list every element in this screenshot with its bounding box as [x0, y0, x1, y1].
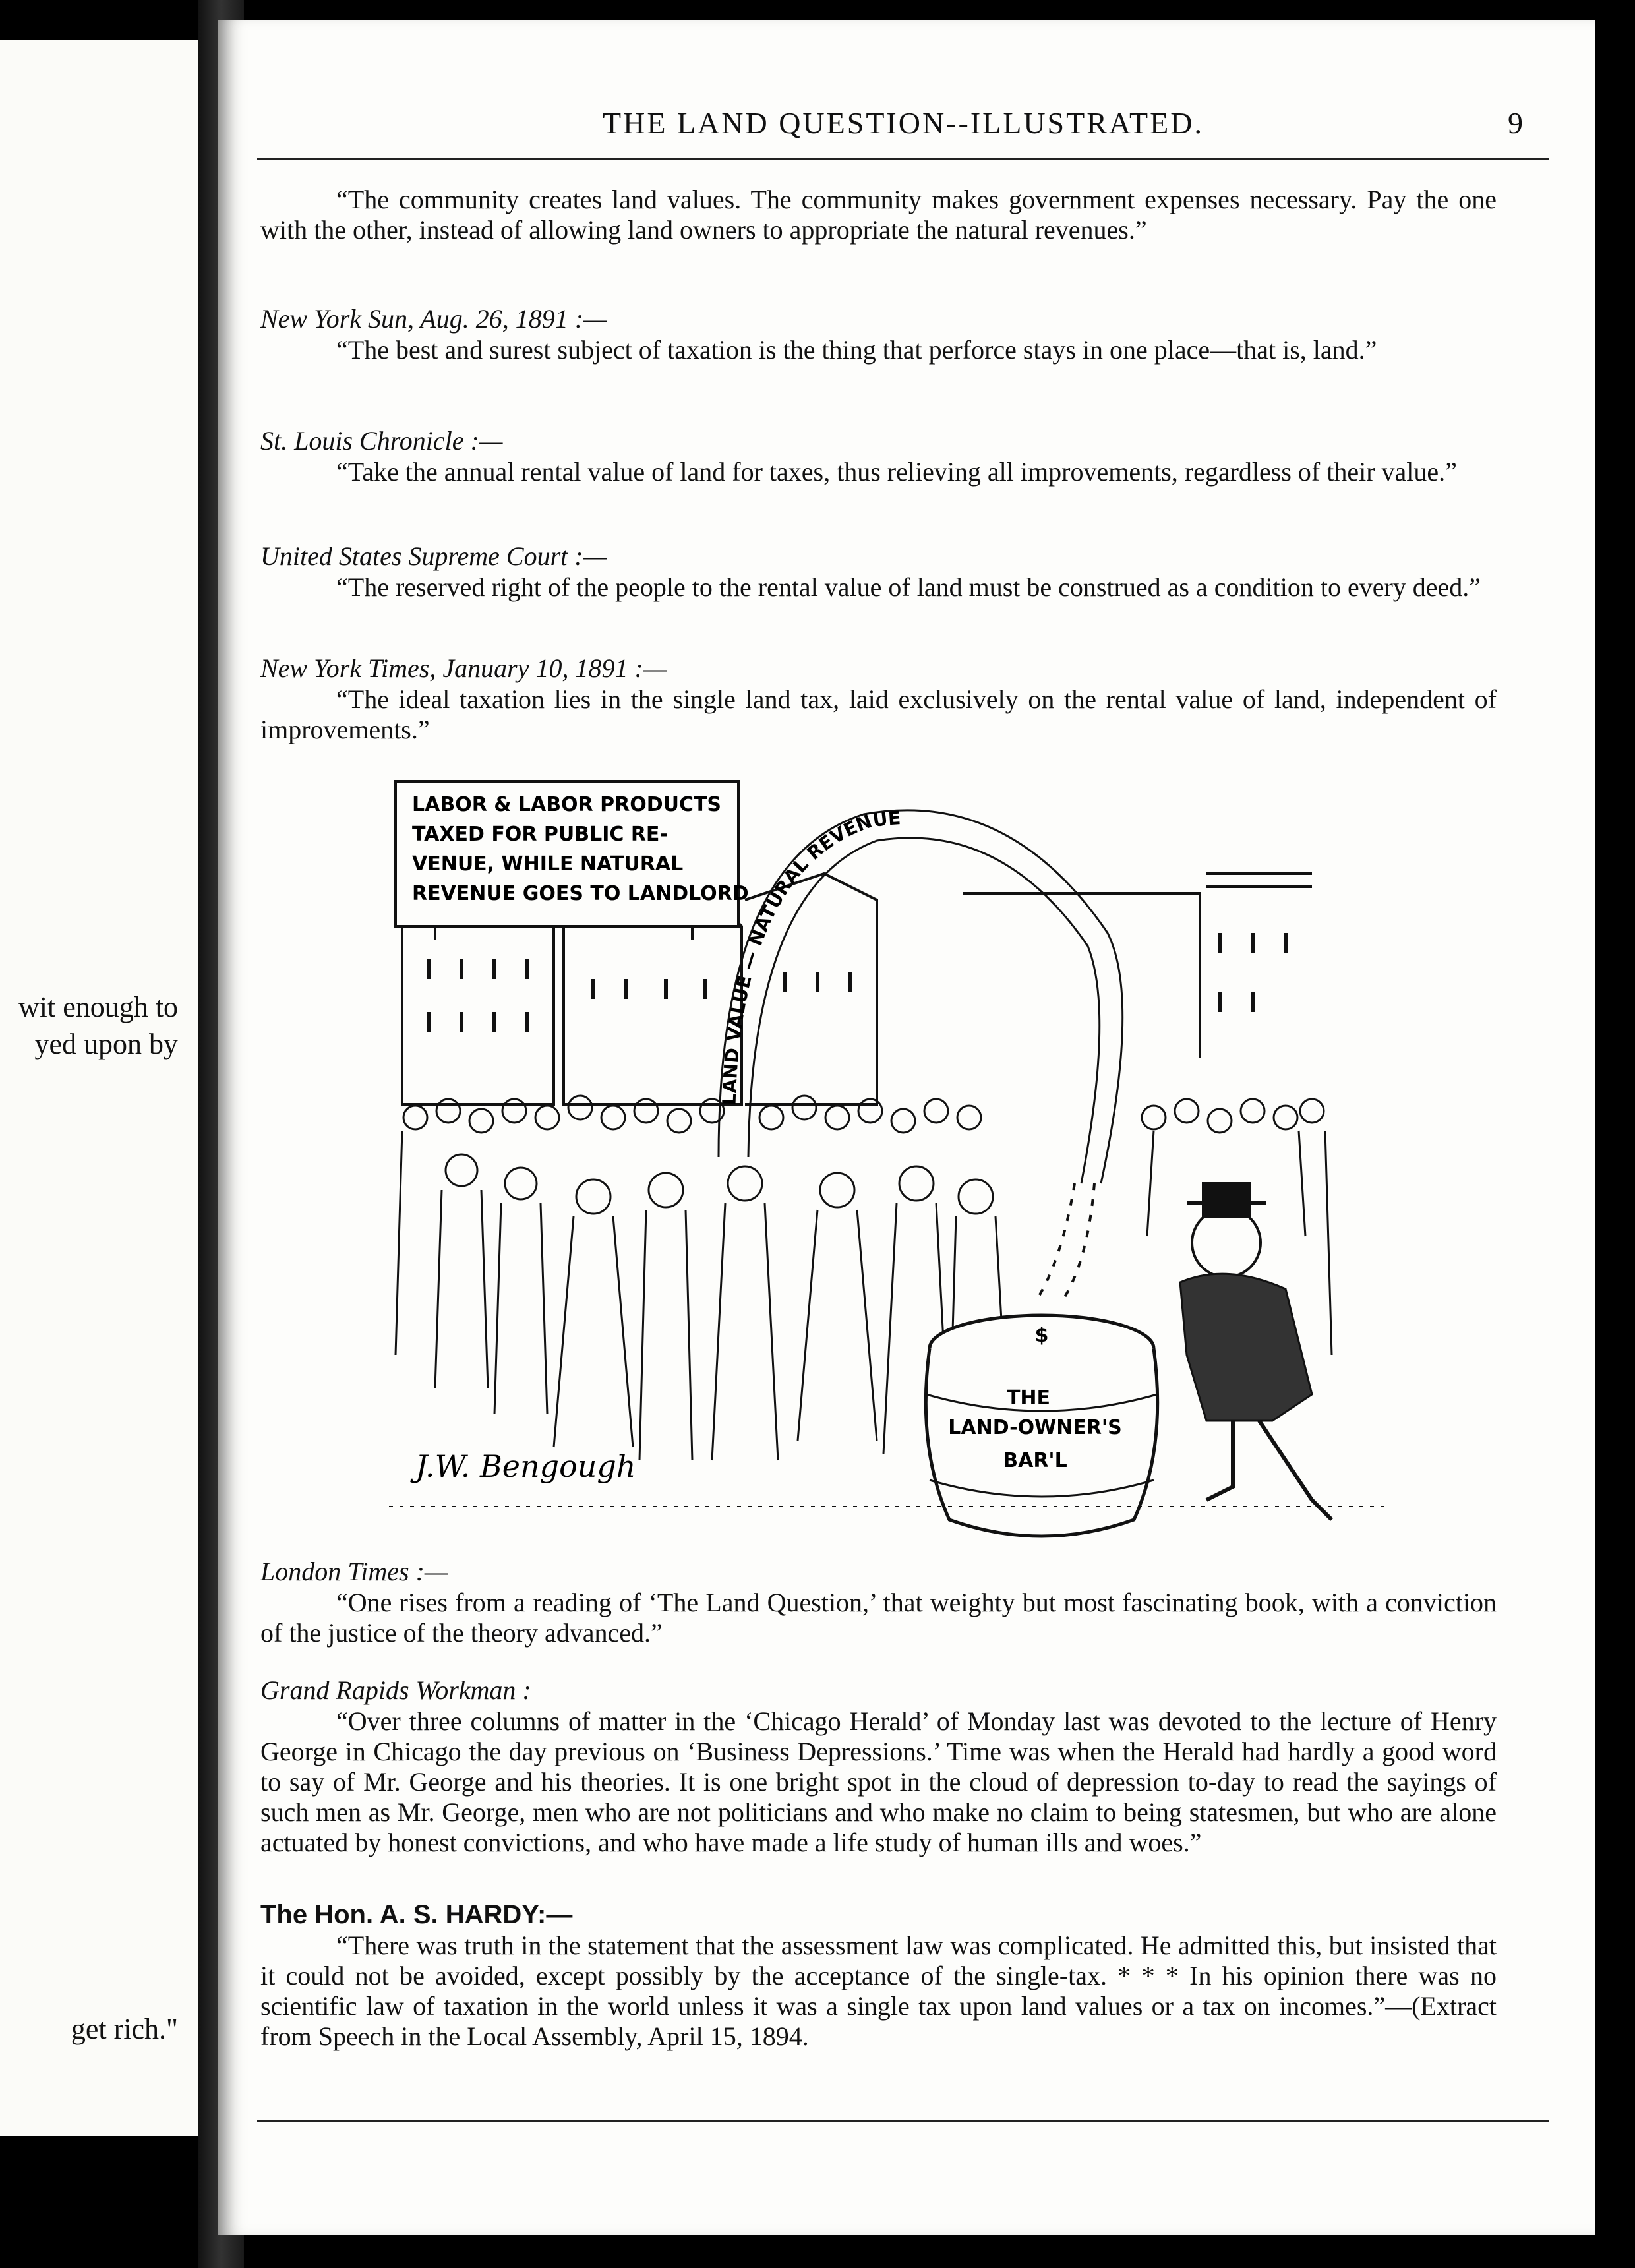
quote-text: “There was truth in the statement that the assessment law was complicated. He admitted this, but insisted that it could not be avoided, except possibly by the acceptance of the single-tax. * * * In his opinion there was no scientific law of taxation in the world unless it was a single tax upon land values or a tax on incomes.”—(Extract from Speech in the Local Assembly, April 15, 1894.	[260, 1930, 1497, 2051]
facing-page-fragment: wit enough to	[18, 991, 178, 1023]
book-page	[218, 20, 1595, 2235]
quote-text: “Take the annual rental value of land for taxes, thus relieving all improvements, regardless of their value.”	[336, 457, 1457, 487]
facing-page-fragment: get rich."	[71, 2013, 178, 2045]
quote-source: St. Louis Chronicle :—	[260, 426, 503, 456]
footer-rule	[257, 2120, 1549, 2122]
quote-text: “The ideal taxation lies in the single land tax, laid exclusively on the rental value of land, independent of improvements.”	[260, 684, 1497, 744]
quote-source: London Times :—	[260, 1557, 448, 1586]
quote-block	[260, 1556, 1497, 1648]
sign-line: REVENUE GOES TO LANDLORD	[412, 882, 749, 905]
quote-text: “The community creates land values. The community makes government expenses necessary. Pay the one with the other, instead of allowing land owners to appropriate the natural revenues.”	[260, 185, 1497, 245]
barrel-dollar: $	[1034, 1324, 1049, 1347]
quote-source: Grand Rapids Workman :	[260, 1675, 531, 1705]
running-header	[257, 105, 1549, 158]
quote-text: “One rises from a reading of ‘The Land Question,’ that weighty but most fascinating book, with a conviction of the justice of the theory advanced.”	[260, 1588, 1497, 1648]
header-rule	[257, 158, 1549, 160]
quote-source: The Hon. A. S. HARDY:—	[260, 1900, 573, 1929]
quote-block	[260, 303, 1497, 365]
quote-source: United States Supreme Court :—	[260, 541, 607, 571]
facing-page-left	[0, 40, 198, 2136]
barrel-line: LAND-OWNER'S	[948, 1416, 1122, 1439]
sign-line: LABOR & LABOR PRODUCTS	[412, 793, 722, 816]
arch-label: LAND VALUE — NATURAL REVENUE	[718, 807, 902, 1106]
quote-text: “Over three columns of matter in the ‘Chicago Herald’ of Monday last was devoted to the lecture of Henry George in Chicago the day previous on ‘Business Depressions.’ Time was when the Herald had hardly a good word to say of Mr. George and his theories. It is one bright spot in the cloud of depression to-day to read the sayings of such men as Mr. George, men who are not politicians and who make no claim to being statesmen, but who are alone actuated by honest convictions, and who have made a life study of human ills and woes.”	[260, 1706, 1497, 1857]
quote-source: New York Sun, Aug. 26, 1891 :—	[260, 304, 607, 334]
facing-page-fragment: yed upon by	[34, 1028, 178, 1060]
barrel-line: THE	[1006, 1387, 1051, 1410]
running-title: THE LAND QUESTION--ILLUSTRATED.	[603, 106, 1204, 140]
cartoon-illustration	[376, 761, 1404, 1553]
artist-signature: J.W. Bengough	[415, 1448, 636, 1484]
page-number: 9	[1508, 106, 1523, 140]
quote-source: New York Times, January 10, 1891 :—	[260, 653, 667, 683]
barrel-line: BAR'L	[1003, 1449, 1067, 1472]
quote-text: “The reserved right of the people to the rental value of land must be construed as a condition to every deed.”	[336, 572, 1481, 602]
quote-block	[260, 541, 1497, 603]
quote-block	[260, 653, 1497, 745]
sign-line: VENUE, WHILE NATURAL	[412, 852, 684, 876]
quote-block	[260, 1899, 1497, 2052]
quote-block	[260, 425, 1497, 487]
sign-line: TAXED FOR PUBLIC RE-	[412, 823, 668, 846]
quote-text: “The best and surest subject of taxation is the thing that perforce stays in one place—that is, land.”	[336, 335, 1377, 365]
quote-block	[260, 1675, 1497, 1858]
quote-block	[260, 185, 1497, 245]
